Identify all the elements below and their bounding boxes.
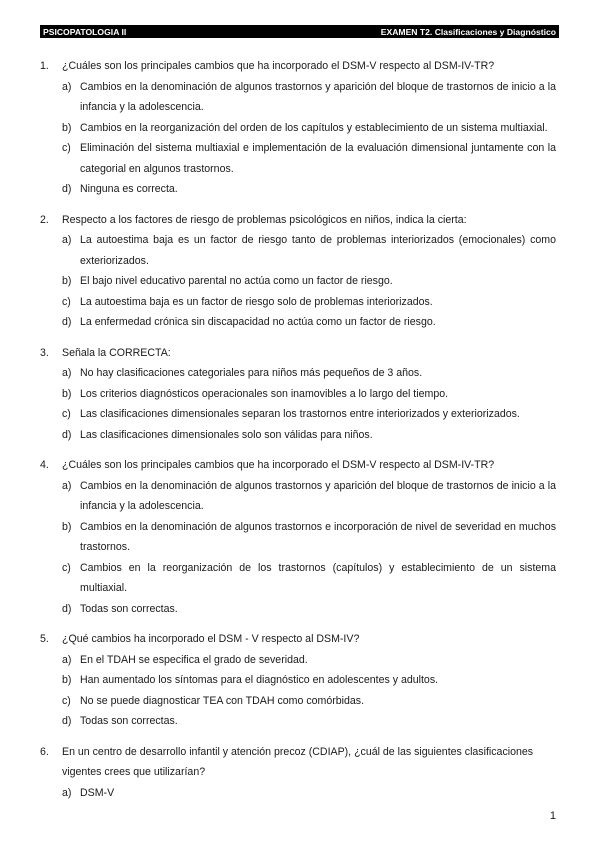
answer-option [40, 138, 556, 179]
answer-option [40, 363, 556, 384]
option-text: Las clasificaciones dimensionales separan los trastornos entre interiorizados y exteriorizados. [80, 408, 520, 420]
answer-option [40, 650, 556, 671]
question-6 [40, 742, 556, 804]
option-letter: a) [62, 653, 72, 666]
option-text: Han aumentado los síntomas para el diagnóstico en adolescentes y adultos. [80, 674, 439, 686]
page-header [40, 25, 559, 38]
question-1 [40, 56, 556, 200]
option-text: DSM-V [80, 786, 115, 799]
option-letter: d) [62, 316, 72, 328]
question-text: Señala la CORRECTA: [62, 346, 171, 359]
question-number: 6. [40, 745, 49, 758]
option-text: Cambios en la denominación de algunos trastornos e incorporación de nivel de severidad en muchos trastornos. [80, 520, 556, 553]
answer-option [40, 711, 556, 732]
option-text: La enfermedad crónica sin discapacidad no actúa como un factor de riesgo. [80, 316, 436, 328]
answer-option [40, 783, 556, 804]
question-stem [40, 343, 556, 364]
answer-option [40, 404, 556, 425]
option-text: Cambios en la reorganización del orden de los capítulos y establecimiento de un sistema multiaxial. [80, 121, 548, 134]
option-letter: d) [62, 428, 72, 441]
question-text: ¿Cuáles son los principales cambios que ha incorporado el DSM-V respecto al DSM-IV-TR? [62, 459, 495, 471]
option-letter: a) [62, 479, 72, 492]
option-text: No se puede diagnosticar TEA con TDAH como comórbidas. [80, 694, 365, 707]
option-letter: a) [62, 80, 72, 93]
option-text: Los criterios diagnósticos operacionales son inamovibles a lo largo del tiempo. [80, 387, 449, 400]
answer-option [40, 271, 556, 292]
option-letter: b) [62, 674, 72, 686]
exam-title: EXAMEN T2. Clasificaciones y Diagnóstico [380, 26, 556, 37]
question-2 [40, 210, 556, 333]
answer-option [40, 517, 556, 558]
option-letter: b) [62, 275, 72, 287]
option-text: El bajo nivel educativo parental no actúa como un factor de riesgo. [80, 275, 393, 287]
option-text: Ninguna es correcta. [80, 183, 178, 195]
option-text: Cambios en la denominación de algunos trastornos y aparición del bloque de trastornos de inicio a la infancia y la adolescencia. [80, 479, 556, 512]
question-number: 2. [40, 213, 49, 226]
question-3 [40, 343, 556, 446]
option-letter: c) [62, 408, 71, 420]
answer-option [40, 670, 556, 691]
option-letter: b) [62, 121, 72, 134]
answer-option [40, 384, 556, 405]
option-text: Todas son correctas. [80, 715, 178, 727]
option-letter: a) [62, 234, 72, 246]
course-title: PSICOPATOLOGIA II [43, 26, 127, 37]
option-text: No hay clasificaciones categoriales para niños más pequeños de 3 años. [80, 367, 423, 379]
option-letter: c) [62, 561, 71, 574]
option-text: La autoestima baja es un factor de riesgo tanto de problemas interiorizados (emocionales) como exteriorizados. [80, 234, 556, 267]
question-stem [40, 210, 556, 231]
answer-option [40, 77, 556, 118]
question-number: 3. [40, 346, 49, 359]
option-letter: b) [62, 387, 72, 400]
question-text: En un centro de desarrollo infantil y atención precoz (CDIAP), ¿cuál de las siguientes clasificaciones vigentes crees que utilizarían? [62, 745, 534, 778]
question-number: 5. [40, 633, 49, 645]
question-text: ¿Cuáles son los principales cambios que ha incorporado el DSM-V respecto al DSM-IV-TR? [62, 60, 495, 72]
answer-option [40, 558, 556, 599]
answer-option [40, 312, 556, 333]
question-stem [40, 742, 556, 783]
option-text: La autoestima baja es un factor de riesgo solo de problemas interiorizados. [80, 295, 433, 308]
option-letter: b) [62, 520, 72, 533]
answer-option [40, 691, 556, 712]
option-text: Las clasificaciones dimensionales solo son válidas para niños. [80, 428, 373, 441]
answer-option [40, 425, 556, 446]
answer-option [40, 476, 556, 517]
question-text: Respecto a los factores de riesgo de problemas psicológicos en niños, indica la cierta: [62, 213, 467, 226]
option-text: Eliminación del sistema multiaxial e implementación de la evaluación dimensional juntamente con la categorial en algunos trastornos. [80, 142, 556, 175]
question-number: 4. [40, 459, 49, 471]
option-letter: c) [62, 295, 71, 308]
option-text: Cambios en la reorganización de los trastornos (capítulos) y establecimiento de un sistema multiaxial. [80, 561, 556, 594]
question-stem [40, 629, 556, 650]
question-number: 1. [40, 60, 49, 72]
option-letter: d) [62, 602, 72, 615]
option-letter: d) [62, 715, 72, 727]
option-letter: d) [62, 183, 72, 195]
answer-option [40, 599, 556, 620]
option-text: Cambios en la denominación de algunos trastornos y aparición del bloque de trastornos de inicio a la infancia y la adolescencia. [80, 80, 556, 113]
answer-option [40, 230, 556, 271]
question-list [40, 56, 556, 813]
option-letter: a) [62, 786, 72, 799]
question-stem [40, 56, 556, 77]
option-letter: c) [62, 142, 71, 154]
answer-option [40, 292, 556, 313]
answer-option [40, 118, 556, 139]
option-letter: a) [62, 367, 72, 379]
answer-option [40, 179, 556, 200]
question-stem [40, 455, 556, 476]
page-number: 1 [549, 810, 556, 822]
question-4 [40, 455, 556, 619]
option-text: Todas son correctas. [80, 602, 178, 615]
option-text: En el TDAH se especifica el grado de severidad. [80, 653, 308, 666]
option-letter: c) [62, 694, 71, 707]
question-5 [40, 629, 556, 732]
question-text: ¿Qué cambios ha incorporado el DSM - V respecto al DSM-IV? [62, 633, 360, 645]
